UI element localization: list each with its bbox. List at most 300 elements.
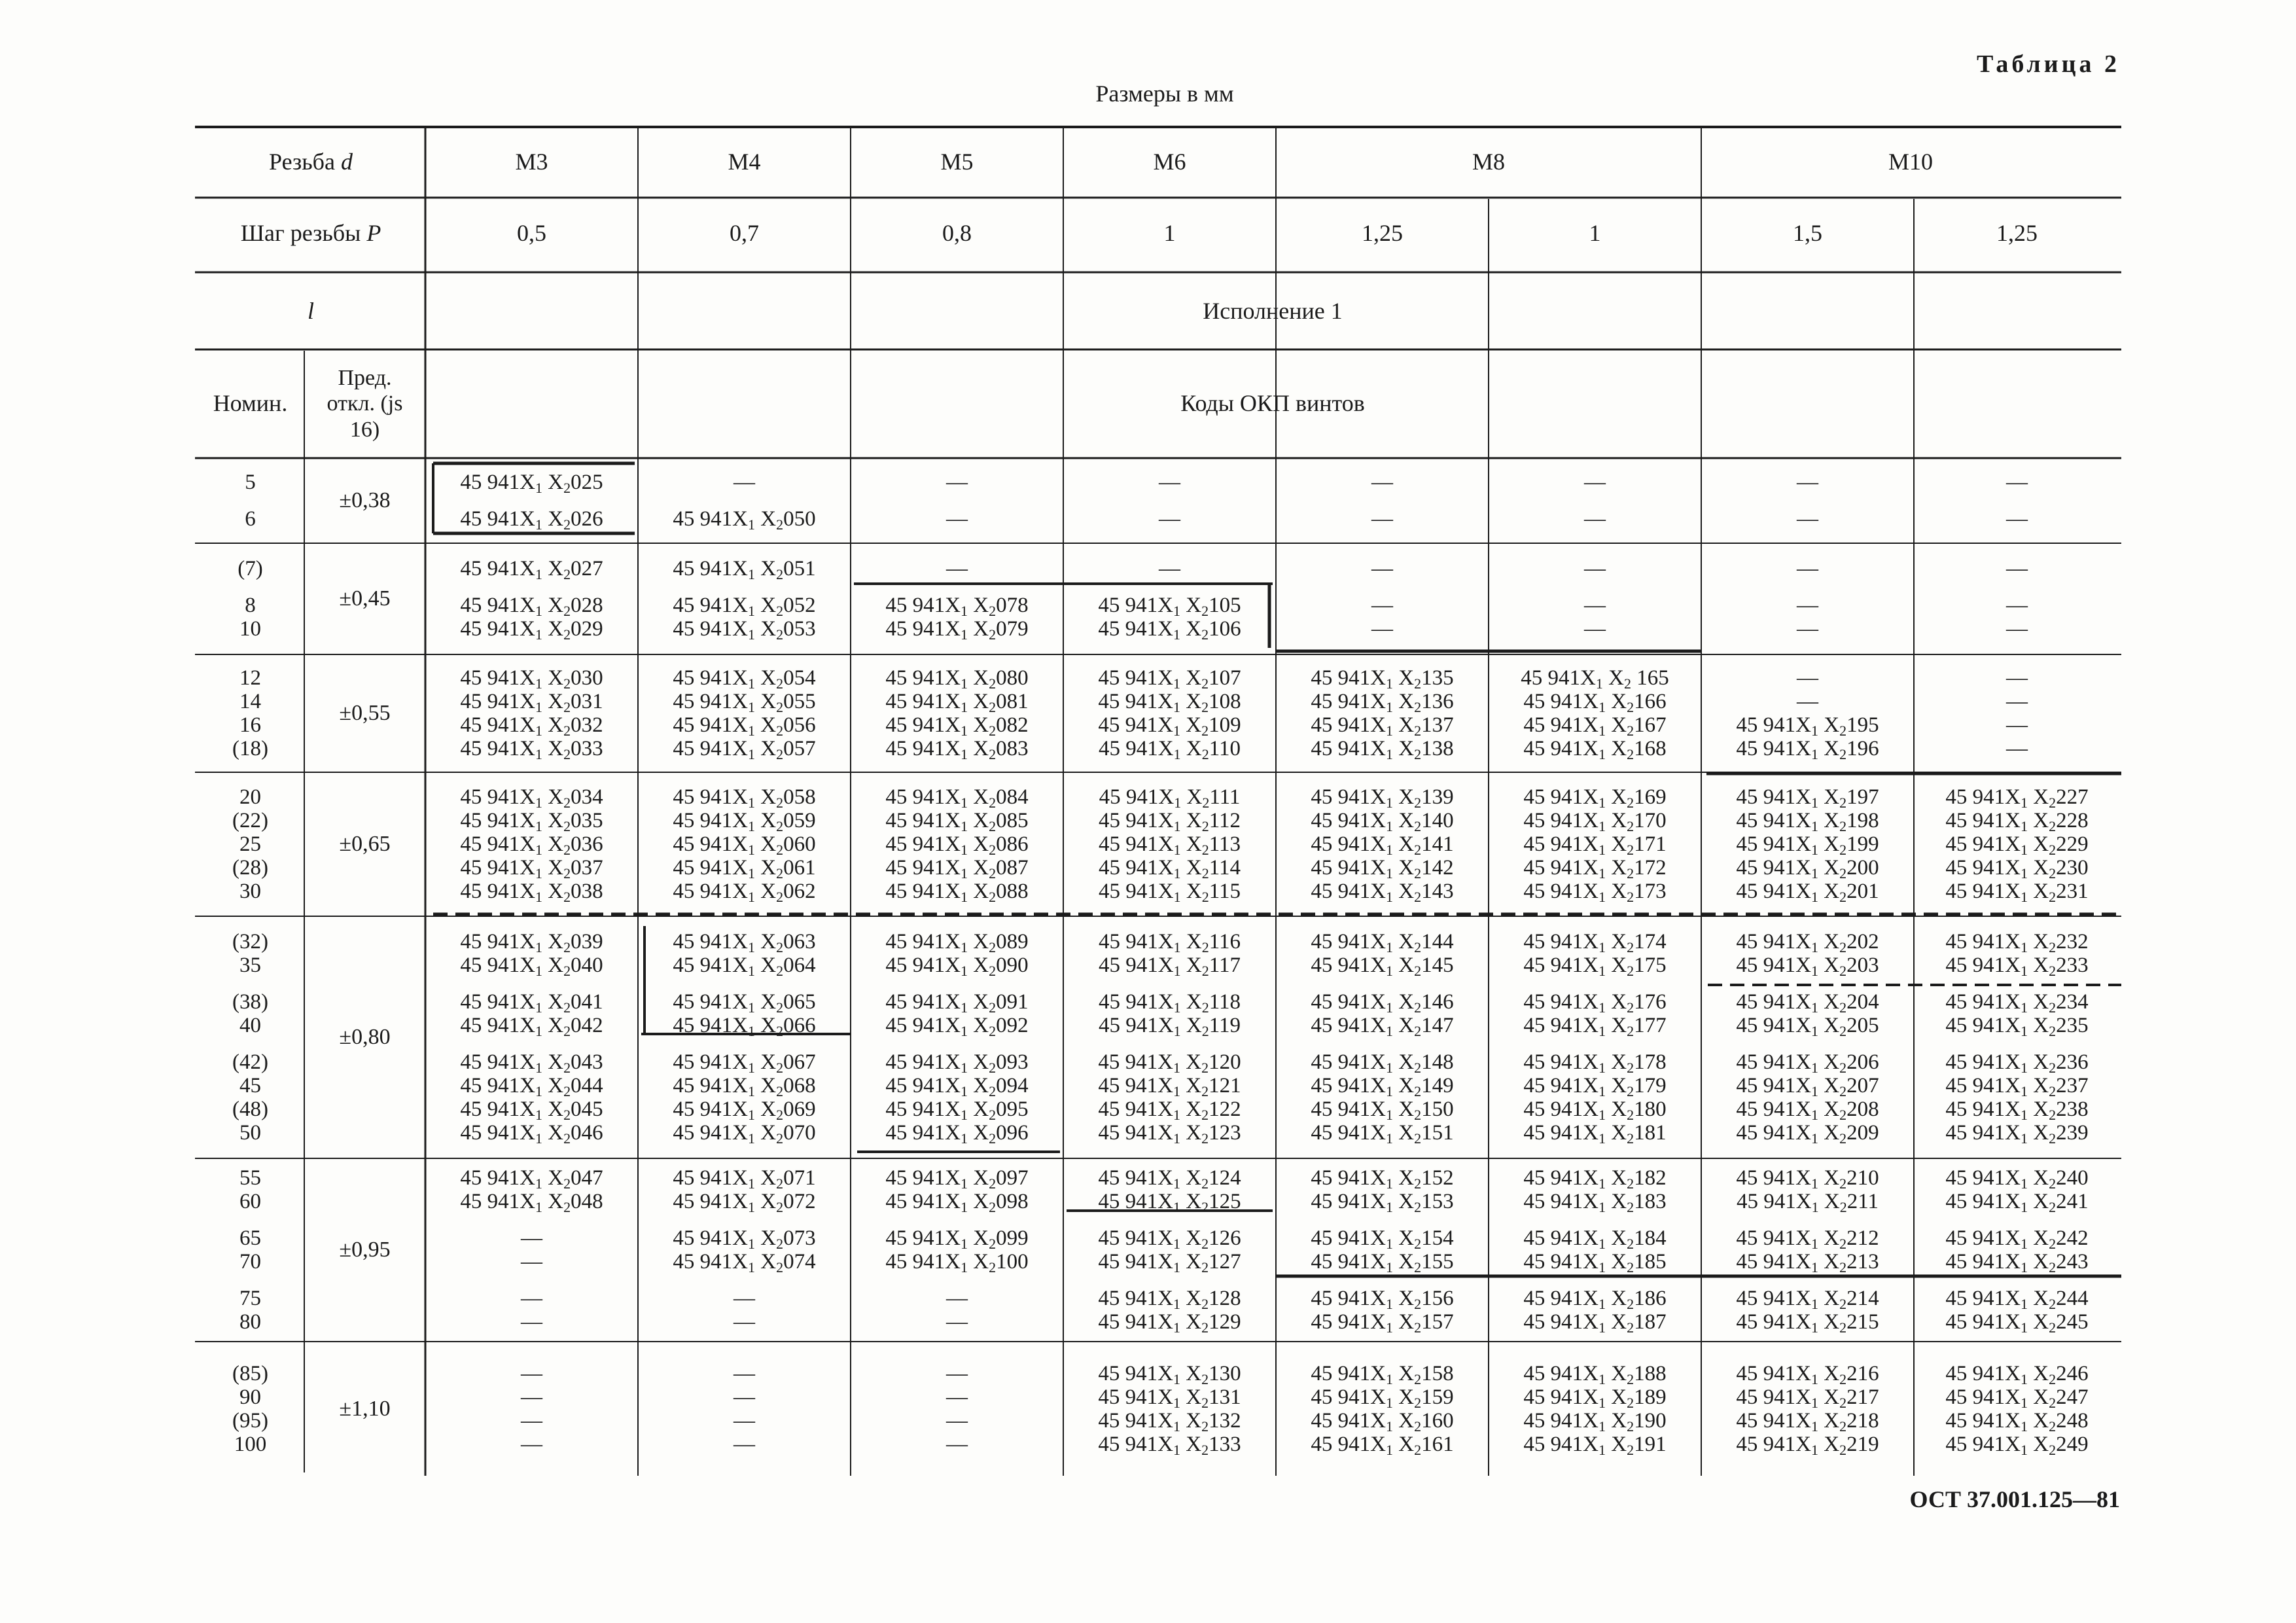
okp-code: 45 941X1 X2111 — [1099, 785, 1241, 811]
no-code-dash: — — [733, 471, 755, 494]
thread-size-5: М10 — [1888, 149, 1933, 175]
tolerance-value: ±0,95 — [339, 1238, 391, 1262]
okp-code: 45 941X1 X2190 — [1523, 1408, 1667, 1435]
okp-code: 45 941X1 X2113 — [1099, 832, 1241, 858]
okp-code: 45 941X1 X2118 — [1099, 990, 1241, 1016]
okp-code: 45 941X1 X2056 — [673, 713, 816, 739]
okp-code: 45 941X1 X2199 — [1736, 832, 1879, 858]
okp-code: 45 941X1 X2218 — [1736, 1408, 1879, 1435]
okp-code: 45 941X1 X2123 — [1098, 1121, 1241, 1147]
nominal-length: 55 — [239, 1166, 261, 1190]
okp-code: 45 941X1 X2081 — [885, 690, 1029, 715]
no-code-dash: — — [946, 471, 968, 494]
okp-code: 45 941X1 X2072 — [673, 1190, 816, 1215]
okp-code: 45 941X1 X2202 — [1736, 930, 1879, 955]
okp-code: 45 941X1 X2172 — [1523, 856, 1667, 882]
tolerance-value: ±0,45 — [339, 586, 391, 611]
no-code-dash: — — [1797, 666, 1818, 690]
nominal-length-group — [196, 785, 304, 903]
okp-code: 45 941X1 X2244 — [1945, 1287, 2089, 1312]
nominal-length: 45 — [239, 1074, 261, 1097]
nominal-length: 70 — [239, 1250, 261, 1274]
okp-code: 45 941X1 X2237 — [1945, 1074, 2089, 1099]
pitch-value-2: 0,8 — [942, 220, 972, 247]
no-code-dash: — — [733, 1361, 755, 1385]
code-cell — [851, 1166, 1063, 1334]
nominal-header: Номин. — [213, 390, 288, 417]
nominal-length: 30 — [239, 880, 261, 903]
tolerance-value: ±0,55 — [339, 701, 391, 725]
no-code-dash: — — [2006, 557, 2028, 580]
okp-code: 45 941X1 X2098 — [885, 1190, 1029, 1215]
okp-code: 45 941X1 X2138 — [1311, 737, 1454, 762]
nominal-length: (42) — [232, 1050, 268, 1074]
thread-symbol: d — [340, 149, 353, 175]
pitch-value-0: 0,5 — [517, 220, 546, 247]
no-code-dash: — — [521, 1250, 542, 1274]
okp-code: 45 941X1 X2243 — [1945, 1250, 2089, 1275]
okp-code: 45 941X1 X2142 — [1311, 856, 1454, 882]
okp-code: 45 941X1 X2219 — [1736, 1432, 1879, 1458]
okp-code: 45 941X1 X2171 — [1523, 832, 1667, 858]
okp-code: 45 941X1 X2246 — [1945, 1361, 2089, 1387]
okp-code: 45 941X1 X2170 — [1523, 809, 1667, 834]
pitch-value-5: 1 — [1589, 220, 1601, 247]
okp-code: 45 941X1 X2145 — [1311, 954, 1454, 979]
okp-code: 45 941X1 X2213 — [1736, 1250, 1879, 1275]
no-code-dash: — — [946, 1385, 968, 1409]
okp-code: 45 941X1 X2083 — [885, 737, 1029, 762]
code-cell — [1701, 785, 1914, 903]
tolerance-value: ±0,38 — [339, 488, 391, 512]
okp-code: 45 941X1 X2121 — [1098, 1074, 1241, 1099]
okp-code: 45 941X1 X2096 — [885, 1121, 1029, 1147]
okp-code: 45 941X1 X2183 — [1523, 1190, 1667, 1215]
no-code-dash: — — [2006, 666, 2028, 690]
code-cell — [851, 557, 1063, 641]
nominal-length: 90 — [239, 1385, 261, 1409]
okp-code: 45 941X1 X2046 — [460, 1121, 603, 1147]
okp-code: 45 941X1 X2228 — [1945, 809, 2089, 834]
thread-size-4: М8 — [1472, 149, 1505, 175]
okp-code: 45 941X1 X2150 — [1311, 1097, 1454, 1123]
no-code-dash: — — [1371, 617, 1393, 641]
okp-code: 45 941X1 X2042 — [460, 1014, 603, 1039]
okp-code: 45 941X1 X2032 — [460, 713, 603, 739]
okp-code: 45 941X1 X2124 — [1098, 1166, 1241, 1192]
okp-code: 45 941X1 X2 165 — [1521, 666, 1669, 692]
okp-code: 45 941X1 X2230 — [1945, 856, 2089, 882]
code-cell — [638, 1166, 851, 1334]
okp-code: 45 941X1 X2109 — [1098, 713, 1241, 739]
nominal-length: (22) — [232, 809, 268, 832]
okp-code: 45 941X1 X2087 — [885, 856, 1029, 882]
okp-code: 45 941X1 X2099 — [885, 1226, 1029, 1252]
okp-code: 45 941X1 X2151 — [1311, 1121, 1454, 1147]
okp-code: 45 941X1 X2242 — [1945, 1226, 2089, 1252]
okp-code: 45 941X1 X2210 — [1736, 1166, 1879, 1192]
no-code-dash: — — [2006, 594, 2028, 617]
no-code-dash: — — [1584, 557, 1606, 580]
no-code-dash: — — [1584, 617, 1606, 641]
okp-code: 45 941X1 X2168 — [1523, 737, 1667, 762]
okp-code: 45 941X1 X2167 — [1523, 713, 1667, 739]
okp-code: 45 941X1 X2153 — [1311, 1190, 1454, 1215]
okp-code: 45 941X1 X2238 — [1945, 1097, 2089, 1123]
okp-code: 45 941X1 X2206 — [1736, 1050, 1879, 1076]
okp-code: 45 941X1 X2030 — [460, 666, 603, 692]
code-cell — [1276, 930, 1489, 1145]
nominal-length-group — [196, 930, 304, 1145]
okp-code: 45 941X1 X2147 — [1311, 1014, 1454, 1039]
okp-code: 45 941X1 X2140 — [1311, 809, 1454, 834]
no-code-dash: — — [521, 1226, 542, 1250]
okp-code: 45 941X1 X2205 — [1736, 1014, 1879, 1039]
okp-code: 45 941X1 X2188 — [1523, 1361, 1667, 1387]
no-code-dash: — — [733, 1408, 755, 1433]
no-code-dash: — — [946, 1408, 968, 1433]
code-cell — [851, 785, 1063, 903]
okp-code: 45 941X1 X2146 — [1311, 990, 1454, 1016]
code-cell — [851, 666, 1063, 760]
no-code-dash: — — [1371, 557, 1393, 580]
nominal-length: (18) — [232, 737, 268, 760]
okp-code: 45 941X1 X2232 — [1945, 930, 2089, 955]
no-code-dash: — — [946, 1432, 968, 1456]
code-cell — [1063, 471, 1276, 531]
okp-code: 45 941X1 X2207 — [1736, 1074, 1879, 1099]
document-code: ОСТ 37.001.125—81 — [1909, 1486, 2120, 1512]
okp-code: 45 941X1 X2233 — [1945, 954, 2089, 979]
okp-code: 45 941X1 X2058 — [673, 785, 816, 811]
no-code-dash: — — [521, 1361, 542, 1385]
no-code-dash: — — [2006, 690, 2028, 713]
okp-code: 45 941X1 X2092 — [885, 1014, 1029, 1039]
nominal-length-group — [196, 666, 304, 760]
codes-header: Коды ОКП винтов — [1180, 390, 1365, 417]
code-cell — [1276, 1362, 1489, 1456]
thread-size-0: М3 — [515, 149, 548, 175]
no-code-dash: — — [521, 1287, 542, 1310]
okp-code: 45 941X1 X2065 — [673, 990, 816, 1016]
okp-code: 45 941X1 X2128 — [1098, 1287, 1241, 1312]
pitch-value-4: 1,25 — [1362, 220, 1403, 247]
nominal-length: 75 — [239, 1287, 261, 1310]
code-cell — [1063, 1362, 1276, 1456]
nominal-length: 25 — [239, 832, 261, 856]
okp-code: 45 941X1 X2156 — [1311, 1287, 1454, 1312]
okp-code: 45 941X1 X2086 — [885, 832, 1029, 858]
okp-code: 45 941X1 X2201 — [1736, 880, 1879, 905]
nominal-length-group — [196, 471, 304, 531]
no-code-dash: — — [2006, 617, 2028, 641]
nominal-length-group — [196, 1362, 304, 1456]
okp-code: 45 941X1 X2089 — [885, 930, 1029, 955]
okp-code: 45 941X1 X2215 — [1736, 1310, 1879, 1336]
no-code-dash: — — [1797, 617, 1818, 641]
okp-code: 45 941X1 X2216 — [1736, 1361, 1879, 1387]
okp-code: 45 941X1 X2119 — [1099, 1014, 1241, 1039]
okp-code: 45 941X1 X2066 — [673, 1014, 816, 1039]
nominal-length: 8 — [245, 594, 256, 617]
no-code-dash: — — [1797, 594, 1818, 617]
okp-code: 45 941X1 X2069 — [673, 1097, 816, 1123]
okp-code: 45 941X1 X2209 — [1736, 1121, 1879, 1147]
code-cell — [1276, 557, 1489, 641]
no-code-dash: — — [1584, 471, 1606, 494]
code-cell — [638, 471, 851, 531]
no-code-dash: — — [733, 1287, 755, 1310]
okp-code: 45 941X1 X2027 — [460, 557, 603, 582]
no-code-dash: — — [946, 1361, 968, 1385]
okp-code: 45 941X1 X2079 — [885, 617, 1029, 643]
code-cell — [1063, 785, 1276, 903]
code-cell — [1701, 1166, 1914, 1334]
okp-code: 45 941X1 X2152 — [1311, 1166, 1454, 1192]
nominal-length: 5 — [245, 471, 256, 494]
nominal-length: 80 — [239, 1310, 261, 1334]
okp-code: 45 941X1 X2044 — [460, 1074, 603, 1099]
okp-code: 45 941X1 X2082 — [885, 713, 1029, 739]
code-cell — [1063, 1166, 1276, 1334]
okp-code: 45 941X1 X2247 — [1945, 1385, 2089, 1411]
execution-header: Исполнение 1 — [1203, 298, 1343, 325]
okp-code: 45 941X1 X2239 — [1945, 1121, 2089, 1147]
nominal-length: (95) — [232, 1408, 268, 1433]
okp-code: 45 941X1 X2112 — [1099, 809, 1241, 834]
code-cell — [1701, 471, 1914, 531]
okp-code: 45 941X1 X2174 — [1523, 930, 1667, 955]
okp-code: 45 941X1 X2073 — [673, 1226, 816, 1252]
no-code-dash: — — [1797, 557, 1818, 580]
thread-size-3: М6 — [1153, 149, 1186, 175]
nominal-length: 16 — [239, 713, 261, 737]
okp-code: 45 941X1 X2231 — [1945, 880, 2089, 905]
nominal-length: (28) — [232, 856, 268, 880]
code-cell — [425, 930, 638, 1145]
okp-code: 45 941X1 X2148 — [1311, 1050, 1454, 1076]
code-cell — [1914, 930, 2120, 1145]
okp-code: 45 941X1 X2122 — [1098, 1097, 1241, 1123]
code-cell — [1914, 557, 2120, 641]
okp-code: 45 941X1 X2095 — [885, 1097, 1029, 1123]
okp-code: 45 941X1 X2084 — [885, 785, 1029, 811]
okp-code: 45 941X1 X2026 — [460, 507, 603, 533]
okp-code: 45 941X1 X2052 — [673, 594, 816, 619]
pitch-value-3: 1 — [1163, 220, 1176, 247]
pitch-header — [196, 199, 425, 268]
okp-code: 45 941X1 X2227 — [1945, 785, 2089, 811]
no-code-dash: — — [1371, 471, 1393, 494]
okp-code: 45 941X1 X2214 — [1736, 1287, 1879, 1312]
okp-code: 45 941X1 X2097 — [885, 1166, 1029, 1192]
no-code-dash: — — [1159, 471, 1180, 494]
no-code-dash: — — [946, 557, 968, 580]
code-cell — [1276, 471, 1489, 531]
okp-code: 45 941X1 X2047 — [460, 1166, 603, 1192]
okp-code: 45 941X1 X2074 — [673, 1250, 816, 1275]
okp-code: 45 941X1 X2043 — [460, 1050, 603, 1076]
okp-code: 45 941X1 X2107 — [1098, 666, 1241, 692]
okp-code: 45 941X1 X2180 — [1523, 1097, 1667, 1123]
no-code-dash: — — [521, 1432, 542, 1456]
no-code-dash: — — [946, 1310, 968, 1334]
okp-code: 45 941X1 X2037 — [460, 856, 603, 882]
okp-code: 45 941X1 X2048 — [460, 1190, 603, 1215]
no-code-dash: — — [2006, 507, 2028, 531]
okp-code: 45 941X1 X2108 — [1098, 690, 1241, 715]
code-cell — [1489, 666, 1701, 760]
okp-code: 45 941X1 X2159 — [1311, 1385, 1454, 1411]
okp-code: 45 941X1 X2186 — [1523, 1287, 1667, 1312]
tolerance-header: Пред. откл. (js 16) — [327, 366, 403, 442]
okp-code: 45 941X1 X2116 — [1099, 930, 1241, 955]
no-code-dash: — — [733, 1310, 755, 1334]
no-code-dash: — — [946, 1287, 968, 1310]
code-cell — [1276, 785, 1489, 903]
okp-code: 45 941X1 X2155 — [1311, 1250, 1454, 1275]
okp-code: 45 941X1 X2094 — [885, 1074, 1029, 1099]
okp-code: 45 941X1 X2203 — [1736, 954, 1879, 979]
okp-code: 45 941X1 X2057 — [673, 737, 816, 762]
code-cell — [1489, 471, 1701, 531]
okp-code: 45 941X1 X2034 — [460, 785, 603, 811]
no-code-dash: — — [2006, 713, 2028, 737]
okp-code: 45 941X1 X2029 — [460, 617, 603, 643]
okp-code: 45 941X1 X2179 — [1523, 1074, 1667, 1099]
okp-code: 45 941X1 X2038 — [460, 880, 603, 905]
code-cell — [1276, 1166, 1489, 1334]
okp-code: 45 941X1 X2126 — [1098, 1226, 1241, 1252]
okp-code: 45 941X1 X2100 — [885, 1250, 1029, 1275]
okp-code: 45 941X1 X2181 — [1523, 1121, 1667, 1147]
pitch-symbol: P — [366, 220, 381, 247]
code-cell — [851, 471, 1063, 531]
okp-code: 45 941X1 X2135 — [1311, 666, 1454, 692]
okp-code: 45 941X1 X2144 — [1311, 930, 1454, 955]
okp-code: 45 941X1 X2053 — [673, 617, 816, 643]
okp-code: 45 941X1 X2166 — [1523, 690, 1667, 715]
code-cell — [1914, 666, 2120, 760]
okp-code: 45 941X1 X2055 — [673, 690, 816, 715]
nominal-length: 50 — [239, 1121, 261, 1145]
no-code-dash: — — [1371, 507, 1393, 531]
okp-code: 45 941X1 X2241 — [1945, 1190, 2089, 1215]
pitch-value-6: 1,5 — [1793, 220, 1822, 247]
okp-code: 45 941X1 X2039 — [460, 930, 603, 955]
okp-code: 45 941X1 X2139 — [1311, 785, 1454, 811]
no-code-dash: — — [1797, 507, 1818, 531]
okp-code: 45 941X1 X2041 — [460, 990, 603, 1016]
okp-code: 45 941X1 X2127 — [1098, 1250, 1241, 1275]
okp-code: 45 941X1 X2189 — [1523, 1385, 1667, 1411]
code-cell — [1489, 785, 1701, 903]
code-cell — [425, 666, 638, 760]
code-cell — [425, 471, 638, 531]
okp-code: 45 941X1 X2160 — [1311, 1408, 1454, 1435]
okp-code: 45 941X1 X2177 — [1523, 1014, 1667, 1039]
nominal-length: 10 — [239, 617, 261, 641]
pitch-value-1: 0,7 — [730, 220, 759, 247]
code-cell — [1914, 785, 2120, 903]
okp-code: 45 941X1 X2149 — [1311, 1074, 1454, 1099]
nominal-length: 65 — [239, 1226, 261, 1250]
code-cell — [1701, 666, 1914, 760]
okp-code: 45 941X1 X2059 — [673, 809, 816, 834]
okp-code: 45 941X1 X2085 — [885, 809, 1029, 834]
tolerance-value: ±1,10 — [339, 1396, 391, 1421]
okp-code: 45 941X1 X2093 — [885, 1050, 1029, 1076]
code-cell — [425, 1166, 638, 1334]
okp-code: 45 941X1 X2229 — [1945, 832, 2089, 858]
okp-code: 45 941X1 X2080 — [885, 666, 1029, 692]
okp-code: 45 941X1 X2050 — [673, 507, 816, 533]
okp-code: 45 941X1 X2117 — [1099, 954, 1241, 979]
code-cell — [1489, 1166, 1701, 1334]
okp-code: 45 941X1 X2176 — [1523, 990, 1667, 1016]
code-cell — [638, 557, 851, 641]
okp-code: 45 941X1 X2067 — [673, 1050, 816, 1076]
okp-code: 45 941X1 X2208 — [1736, 1097, 1879, 1123]
code-cell — [1489, 930, 1701, 1145]
code-cell — [1914, 1166, 2120, 1334]
nominal-length: 6 — [245, 507, 256, 531]
okp-code: 45 941X1 X2212 — [1736, 1226, 1879, 1252]
okp-code: 45 941X1 X2235 — [1945, 1014, 2089, 1039]
okp-code: 45 941X1 X2211 — [1737, 1190, 1879, 1215]
code-cell — [1489, 557, 1701, 641]
okp-code: 45 941X1 X2132 — [1098, 1408, 1241, 1435]
no-code-dash: — — [1159, 507, 1180, 531]
code-cell — [638, 785, 851, 903]
okp-code: 45 941X1 X2063 — [673, 930, 816, 955]
thread-size-2: М5 — [940, 149, 974, 175]
okp-code: 45 941X1 X2062 — [673, 880, 816, 905]
okp-code: 45 941X1 X2185 — [1523, 1250, 1667, 1275]
okp-code: 45 941X1 X2036 — [460, 832, 603, 858]
okp-code: 45 941X1 X2070 — [673, 1121, 816, 1147]
code-cell — [1063, 557, 1276, 641]
okp-code: 45 941X1 X2133 — [1098, 1432, 1241, 1458]
okp-code: 45 941X1 X2141 — [1311, 832, 1454, 858]
okp-code: 45 941X1 X2090 — [885, 954, 1029, 979]
okp-code: 45 941X1 X2064 — [673, 954, 816, 979]
no-code-dash: — — [733, 1432, 755, 1456]
code-cell — [1914, 471, 2120, 531]
no-code-dash: — — [733, 1385, 755, 1409]
okp-code: 45 941X1 X2136 — [1311, 690, 1454, 715]
nominal-length: (85) — [232, 1361, 268, 1385]
code-cell — [1701, 557, 1914, 641]
code-cell — [1701, 930, 1914, 1145]
okp-code: 45 941X1 X2249 — [1945, 1432, 2089, 1458]
okp-code: 45 941X1 X2091 — [885, 990, 1029, 1016]
nominal-length: 100 — [234, 1432, 267, 1456]
code-cell — [1701, 1362, 1914, 1456]
no-code-dash: — — [2006, 737, 2028, 760]
code-cell — [1489, 1362, 1701, 1456]
code-cell — [1063, 666, 1276, 760]
okp-code: 45 941X1 X2031 — [460, 690, 603, 715]
okp-code: 45 941X1 X2161 — [1311, 1432, 1454, 1458]
okp-code: 45 941X1 X2115 — [1099, 880, 1241, 905]
okp-code: 45 941X1 X2088 — [885, 880, 1029, 905]
no-code-dash: — — [1371, 594, 1393, 617]
nominal-length: 14 — [239, 690, 261, 713]
tolerance-value: ±0,65 — [339, 832, 391, 856]
no-code-dash: — — [946, 507, 968, 531]
thread-size-1: М4 — [728, 149, 761, 175]
